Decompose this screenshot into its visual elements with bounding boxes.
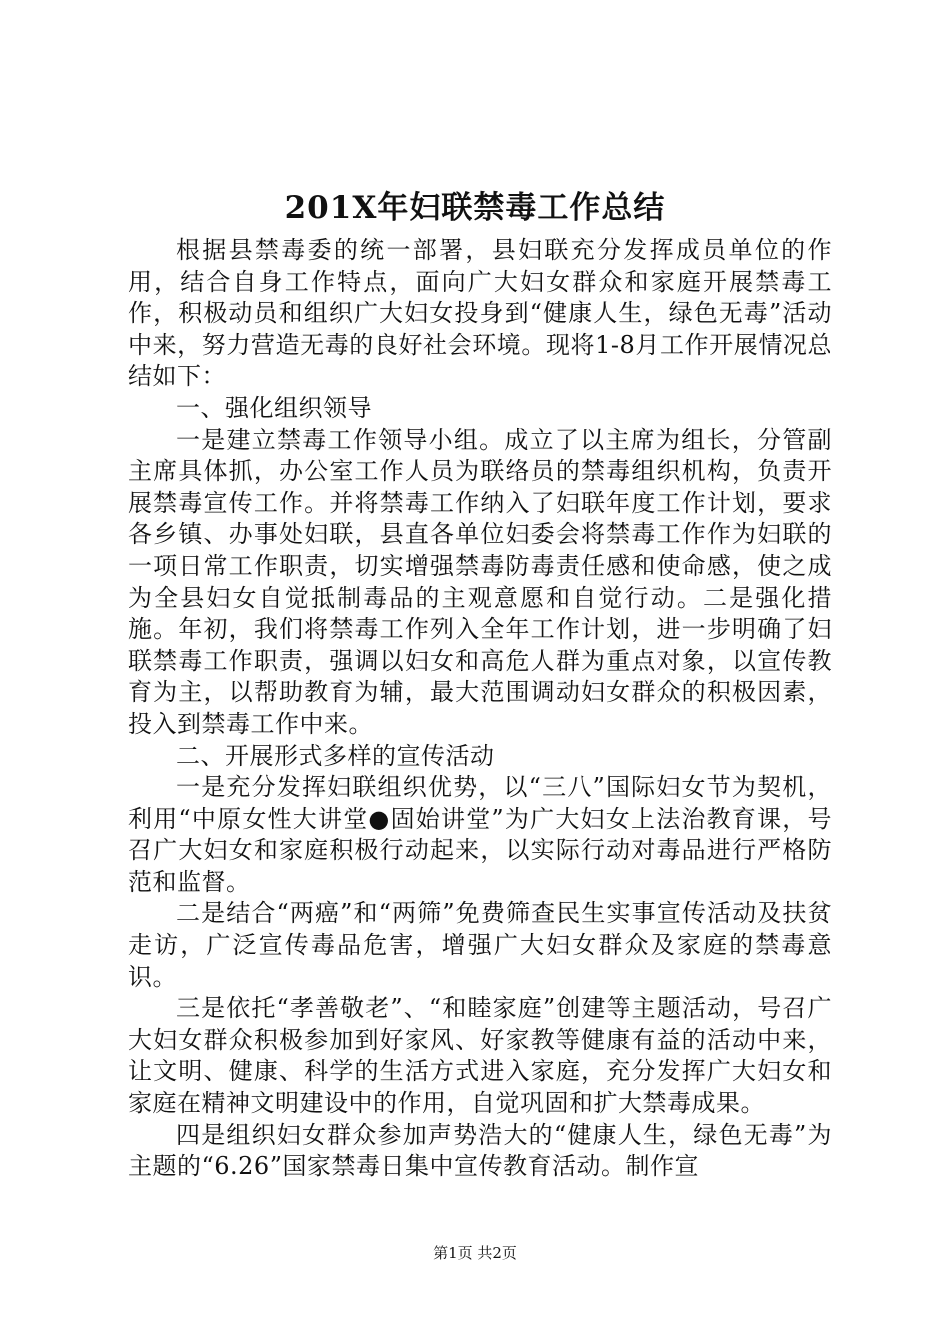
section-heading-2: 二、开展形式多样的宣传活动	[176, 741, 495, 770]
paragraph-section-1: 一是建立禁毒工作领导小组。成立了以主席为组长，分管副主席具体抓，办公室工作人员为联络员的禁毒组织机构，负责开展禁毒宣传工作。并将禁毒工作纳入了妇联年度工作计划，要求各乡镇、办事处妇联，县直各单位妇委会将禁毒工作作为妇联的一项日常工作职责，切实增强禁毒防毒责任感和使命感，使之成为全县妇女自觉抵制毒品的主观意愿和自觉行动。二是强化措施。年初，我们将禁毒工作列入全年工作计划，进一步明确了妇联禁毒工作职责，强调以妇女和高危人群为重点对象，以宣传教育为主，以帮助教育为辅，最大范围调动妇女群众的积极因素，投入到禁毒工作中来。	[128, 425, 832, 738]
paragraph-item-2: 二是结合“两癌”和“两筛”免费筛查民生实事宣传活动及扶贫走访，广泛宣传毒品危害，增强广大妇女群众及家庭的禁毒意识。	[128, 899, 832, 991]
paragraph-item-4: 四是组织妇女群众参加声势浩大的“健康人生，绿色无毒”为主题的“6.26”国家禁毒日集中宣传教育活动。制作宣	[128, 1120, 832, 1181]
section-heading-1: 一、强化组织领导	[176, 393, 372, 422]
paragraph-item-1: 一是充分发挥妇联组织优势，以“三八”国际妇女节为契机，利用“中原女性大讲堂●固始讲堂”为广大妇女上法治教育课，号召广大妇女和家庭积极行动起来，以实际行动对毒品进行严格防范和监督。	[128, 773, 832, 896]
page-footer: 第1页 共2页	[433, 1244, 517, 1262]
document-title: 201X年妇联禁毒工作总结	[284, 190, 666, 226]
document-body	[128, 235, 832, 1183]
paragraph-item-3: 三是依托“孝善敬老”、“和睦家庭”创建等主题活动，号召广大妇女群众积极参加到好家风、好家教等健康有益的活动中来，让文明、健康、科学的生活方式进入家庭，充分发挥广大妇女和家庭在精神文明建设中的作用，自觉巩固和扩大禁毒成果。	[128, 994, 832, 1118]
paragraph-intro: 根据县禁毒委的统一部署，县妇联充分发挥成员单位的作用，结合自身工作特点，面向广大妇女群众和家庭开展禁毒工作，积极动员和组织广大妇女投身到“健康人生，绿色无毒”活动中来，努力营造无毒的良好社会环境。现将1-8月工作开展情况总结如下：	[128, 236, 832, 391]
